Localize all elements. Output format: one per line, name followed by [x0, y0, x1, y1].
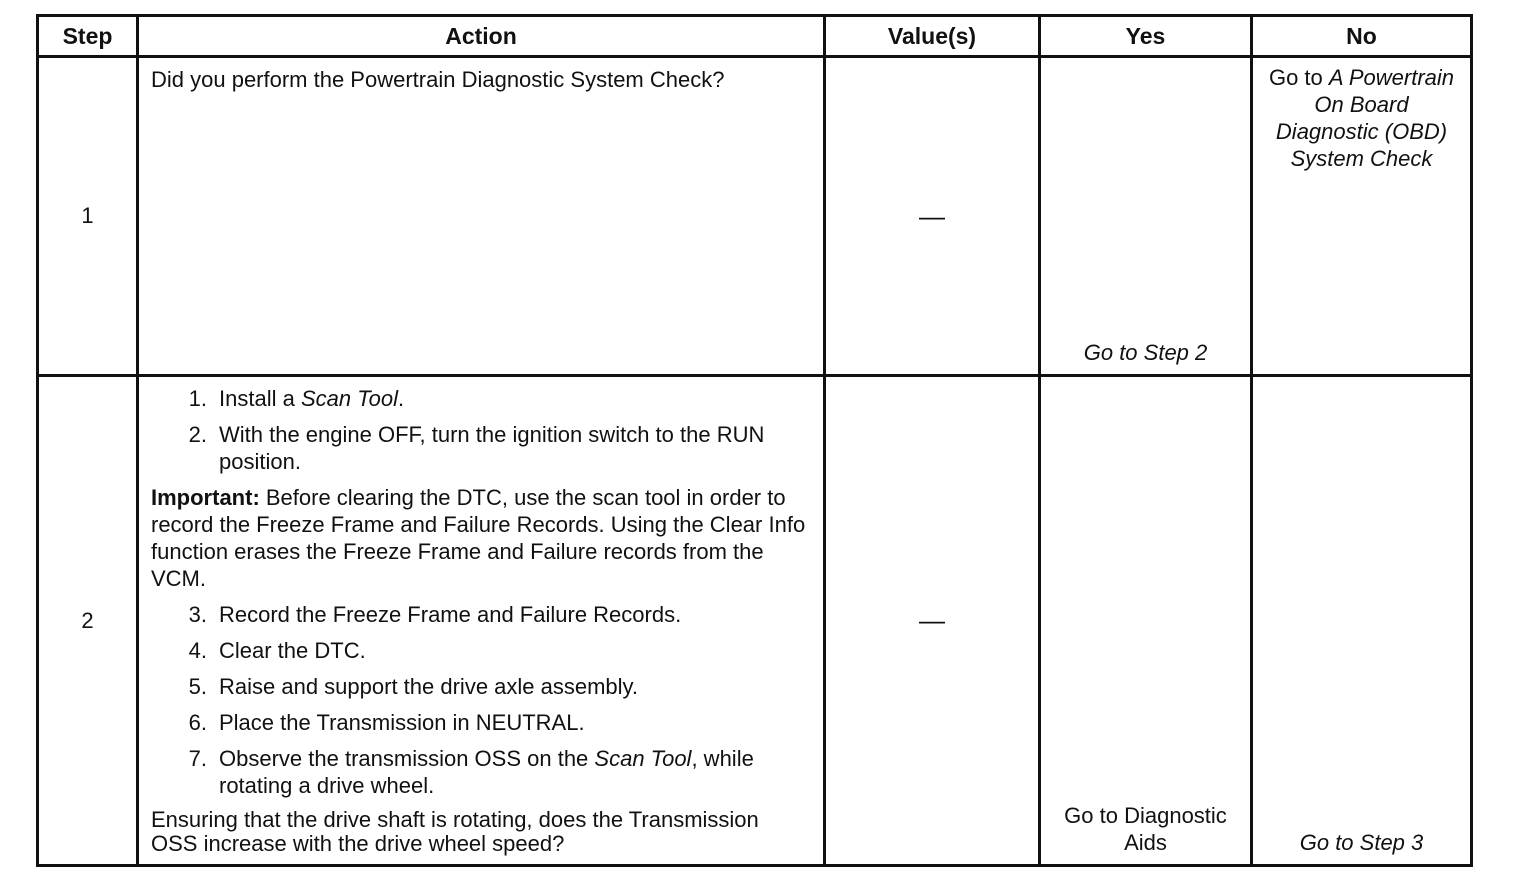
header-action: Action [138, 16, 825, 57]
no-cell [1252, 57, 1472, 376]
header-row [38, 16, 1472, 57]
value-cell: — [825, 57, 1040, 376]
action-steps-list [151, 601, 811, 799]
action-cell [138, 376, 825, 866]
item-text: Install a Scan Tool. [219, 386, 405, 411]
action-steps-list [151, 385, 811, 475]
step-number: 1 [38, 57, 138, 376]
header-values: Value(s) [825, 16, 1040, 57]
item-text: Record the Freeze Frame and Failure Records. [219, 602, 682, 627]
item-number: 7. [188, 746, 207, 771]
no-prefix: Go to [1268, 65, 1329, 90]
diagnostic-question: Ensuring that the drive shaft is rotating, does the Transmission OSS increase with the drive wheel speed? [151, 807, 759, 856]
list-item [151, 601, 811, 628]
go-to-step-2-link[interactable]: Go to Step 2 [1083, 340, 1208, 365]
header-step: Step [38, 16, 138, 57]
action-text: Did you perform the Powertrain Diagnostic System Check? [138, 57, 825, 376]
table-row [38, 57, 1472, 376]
item-number: 5. [188, 674, 207, 699]
item-number: 4. [188, 638, 207, 663]
item-text: Observe the transmission OSS on the Scan Tool, while rotating a drive wheel. [219, 746, 754, 798]
go-to-step-3-link[interactable]: Go to Step 3 [1299, 830, 1424, 855]
yes-cell [1040, 57, 1252, 376]
item-number: 3. [188, 602, 207, 627]
yes-cell [1040, 376, 1252, 866]
header-yes: Yes [1040, 16, 1252, 57]
no-cell [1252, 376, 1472, 866]
list-item [151, 673, 811, 700]
item-text: Raise and support the drive axle assembly. [219, 674, 639, 699]
list-item [151, 709, 811, 736]
list-item [151, 385, 811, 412]
item-text: Clear the DTC. [219, 638, 366, 663]
list-item [151, 745, 811, 799]
diagnostic-table [36, 14, 1473, 867]
important-note [151, 484, 811, 592]
important-label: Important: [151, 485, 260, 510]
item-number: 2. [188, 422, 207, 447]
header-no: No [1252, 16, 1472, 57]
obd-system-check-link[interactable]: A Powertrain On Board Diagnostic (OBD) System Check [1275, 65, 1455, 171]
diagnostic-aids-link[interactable]: Go to Diagnostic Aids [1064, 803, 1227, 855]
item-number: 6. [188, 710, 207, 735]
item-text: Place the Transmission in NEUTRAL. [219, 710, 585, 735]
value-cell: — [825, 376, 1040, 866]
table-row [38, 376, 1472, 866]
important-text: Before clearing the DTC, use the scan tool in order to record the Freeze Frame and Failure Records. Using the Clear Info function erases the Freeze Frame and Failure records from the VCM. [151, 485, 806, 591]
list-item [151, 637, 811, 664]
list-item [151, 421, 811, 475]
item-text: With the engine OFF, turn the ignition switch to the RUN position. [219, 422, 765, 474]
item-number: 1. [188, 386, 207, 411]
step-number: 2 [38, 376, 138, 866]
